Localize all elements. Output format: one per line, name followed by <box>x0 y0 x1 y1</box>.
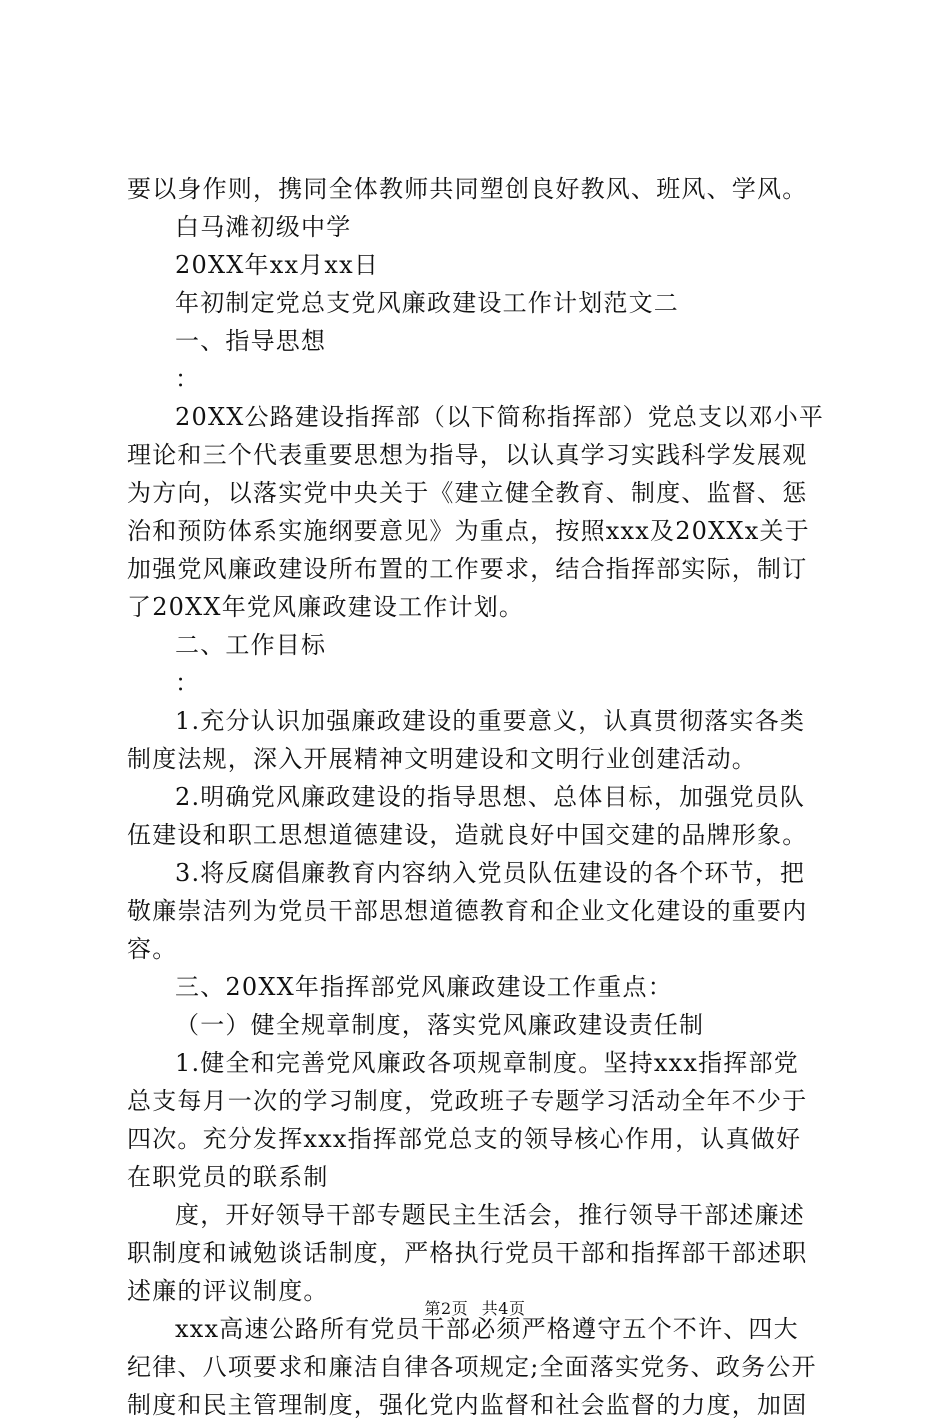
text-line: 职制度和诫勉谈话制度，严格执行党员干部和指挥部干部述职 <box>127 1239 808 1267</box>
text-line: 述廉的评议制度。 <box>127 1277 329 1305</box>
page-total: 共4页 <box>481 1299 526 1318</box>
text-line: 制度法规，深入开展精神文明建设和文明行业创建活动。 <box>127 745 757 773</box>
text-line: ： <box>175 365 201 393</box>
document-body <box>127 170 827 1424</box>
text-line: 二、工作目标 <box>175 631 327 659</box>
text-line: 白马滩初级中学 <box>175 213 352 241</box>
text-line: 纪律、八项要求和廉洁自律各项规定;全面落实党务、政务公开 <box>127 1353 817 1381</box>
text-line: 加强党风廉政建设所布置的工作要求，结合指挥部实际，制订 <box>127 555 808 583</box>
text-line: 总支每月一次的学习制度，党政班子专题学习活动全年不少于 <box>127 1087 808 1115</box>
text-line: 要以身作则，携同全体教师共同塑创良好教风、班风、学风。 <box>127 175 808 203</box>
page-footer <box>0 1296 950 1319</box>
text-line: 敬廉崇洁列为党员干部思想道德教育和企业文化建设的重要内 <box>127 897 808 925</box>
text-line: 制度和民主管理制度，强化党内监督和社会监督的力度，加固 <box>127 1391 808 1419</box>
text-line: ： <box>175 669 201 697</box>
text-line: 20XX年xx月xx日 <box>175 251 380 279</box>
text-line: （一）健全规章制度，落实党风廉政建设责任制 <box>175 1011 705 1039</box>
text-line: xxx高速公路所有党员干部必须严格遵守五个不许、四大 <box>175 1315 799 1343</box>
text-line: 度，开好领导干部专题民主生活会，推行领导干部述廉述 <box>175 1201 805 1229</box>
text-line: 四次。充分发挥xxx指挥部党总支的领导核心作用，认真做好 <box>127 1125 802 1153</box>
text-line: 为方向，以落实党中央关于《建立健全教育、制度、监督、惩 <box>127 479 808 507</box>
text-line: 理论和三个代表重要思想为指导，以认真学习实践科学发展观 <box>127 441 808 469</box>
text-line: 年初制定党总支党风廉政建设工作计划范文二 <box>175 289 679 317</box>
page-number: 第2页 <box>424 1299 469 1318</box>
text-line: 2.明确党风廉政建设的指导思想、总体目标，加强党员队 <box>175 783 806 811</box>
text-line: 在职党员的联系制 <box>127 1163 329 1191</box>
text-line: 3.将反腐倡廉教育内容纳入党员队伍建设的各个环节，把 <box>175 859 806 887</box>
text-line: 容。 <box>127 935 178 963</box>
text-line: 1.健全和完善党风廉政各项规章制度。坚持xxx指挥部党 <box>175 1049 799 1077</box>
text-line: 20XX公路建设指挥部（以下简称指挥部）党总支以邓小平 <box>175 403 825 431</box>
text-line: 三、20XX年指挥部党风廉政建设工作重点： <box>175 973 673 1001</box>
text-line: 了20XX年党风廉政建设工作计划。 <box>127 593 525 621</box>
text-line: 1.充分认识加强廉政建设的重要意义，认真贯彻落实各类 <box>175 707 806 735</box>
text-line: 伍建设和职工思想道德建设，造就良好中国交建的品牌形象。 <box>127 821 808 849</box>
text-line: 一、指导思想 <box>175 327 327 355</box>
text-line: 治和预防体系实施纲要意见》为重点，按照xxx及20XXx关于 <box>127 517 810 545</box>
